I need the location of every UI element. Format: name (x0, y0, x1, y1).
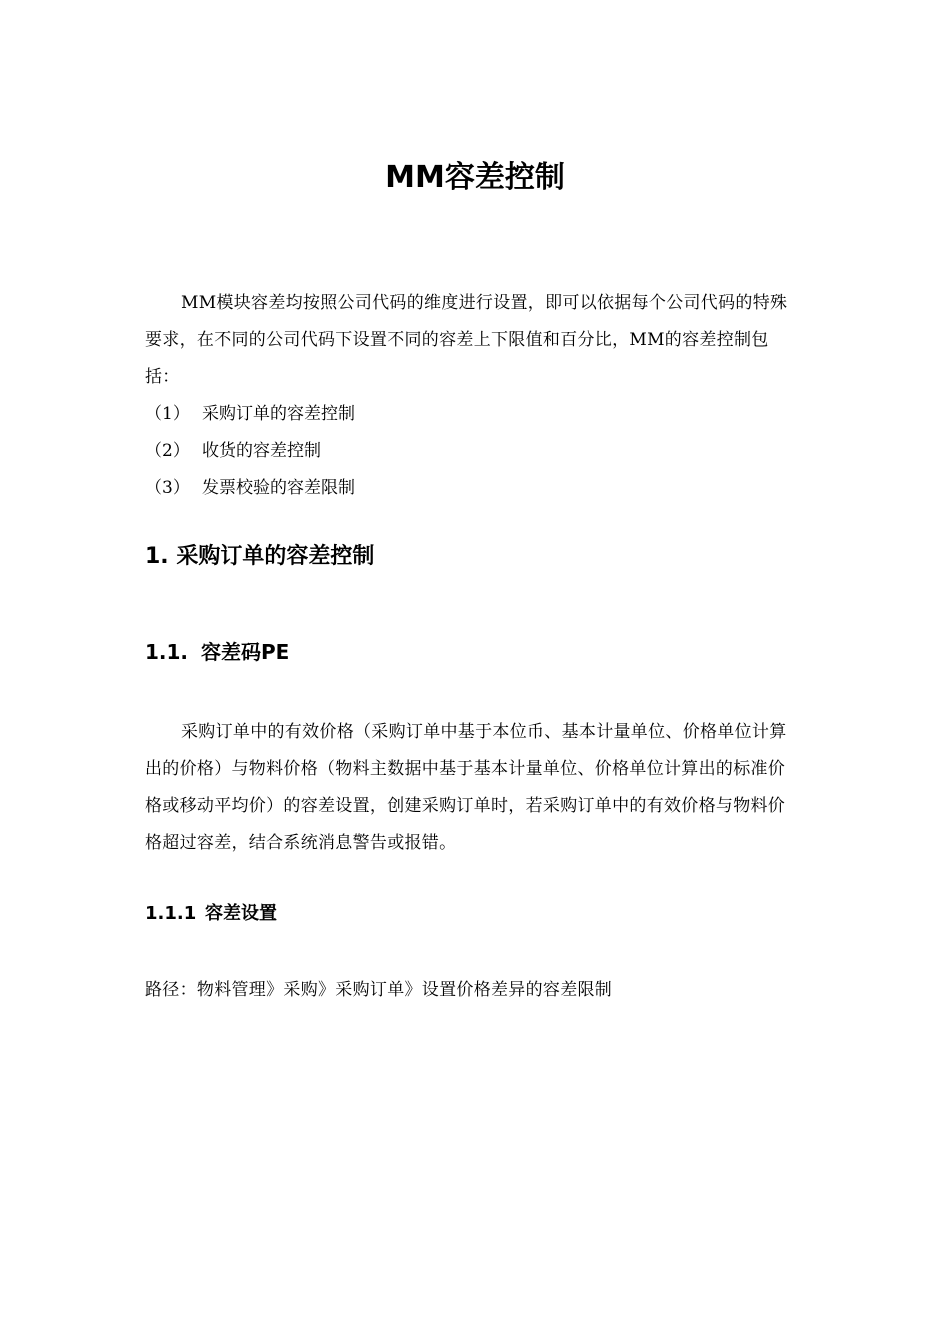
section-1-1-number: 1.1. (145, 640, 189, 664)
section-1-1-1-title: 容差设置 (205, 903, 277, 924)
section-1-1-paragraph: 采购订单中的有效价格（采购订单中基于本位币、基本计量单位、价格单位计算出的价格）与物料价格（物料主数据中基于基本计量单位、价格单位计算出的标准价格或移动平均价）的容差设置，创建采购订单时，若采购订单中的有效价格与物料价格超过容差，结合系统消息警告或报错。 (145, 722, 787, 853)
section-1-1-title: 容差码PE (201, 640, 290, 664)
section-1-1-heading (145, 634, 289, 670)
list-item-number: （3） (145, 478, 190, 498)
list-item-text: 收货的容差控制 (202, 441, 321, 461)
document-title: MM容差控制 (385, 160, 565, 195)
section-1-heading: 1. 采购订单的容差控制 (145, 544, 375, 569)
section-1-1-1-number: 1.1.1 (145, 903, 197, 924)
list-item (145, 470, 800, 507)
config-path: 路径：物料管理》采购》采购订单》设置价格差异的容差限制 (145, 980, 613, 1000)
tolerance-list (145, 396, 800, 507)
intro-paragraph: MM模块容差均按照公司代码的维度进行设置，即可以依据每个公司代码的特殊要求，在不同的公司代码下设置不同的容差上下限值和百分比，MM的容差控制包括： (145, 293, 788, 387)
list-item (145, 396, 800, 433)
list-item-number: （2） (145, 441, 190, 461)
list-item (145, 433, 800, 470)
list-item-text: 发票校验的容差限制 (202, 478, 355, 498)
list-item-text: 采购订单的容差控制 (202, 404, 355, 424)
section-1-1-1-heading (145, 898, 277, 930)
list-item-number: （1） (145, 404, 190, 424)
